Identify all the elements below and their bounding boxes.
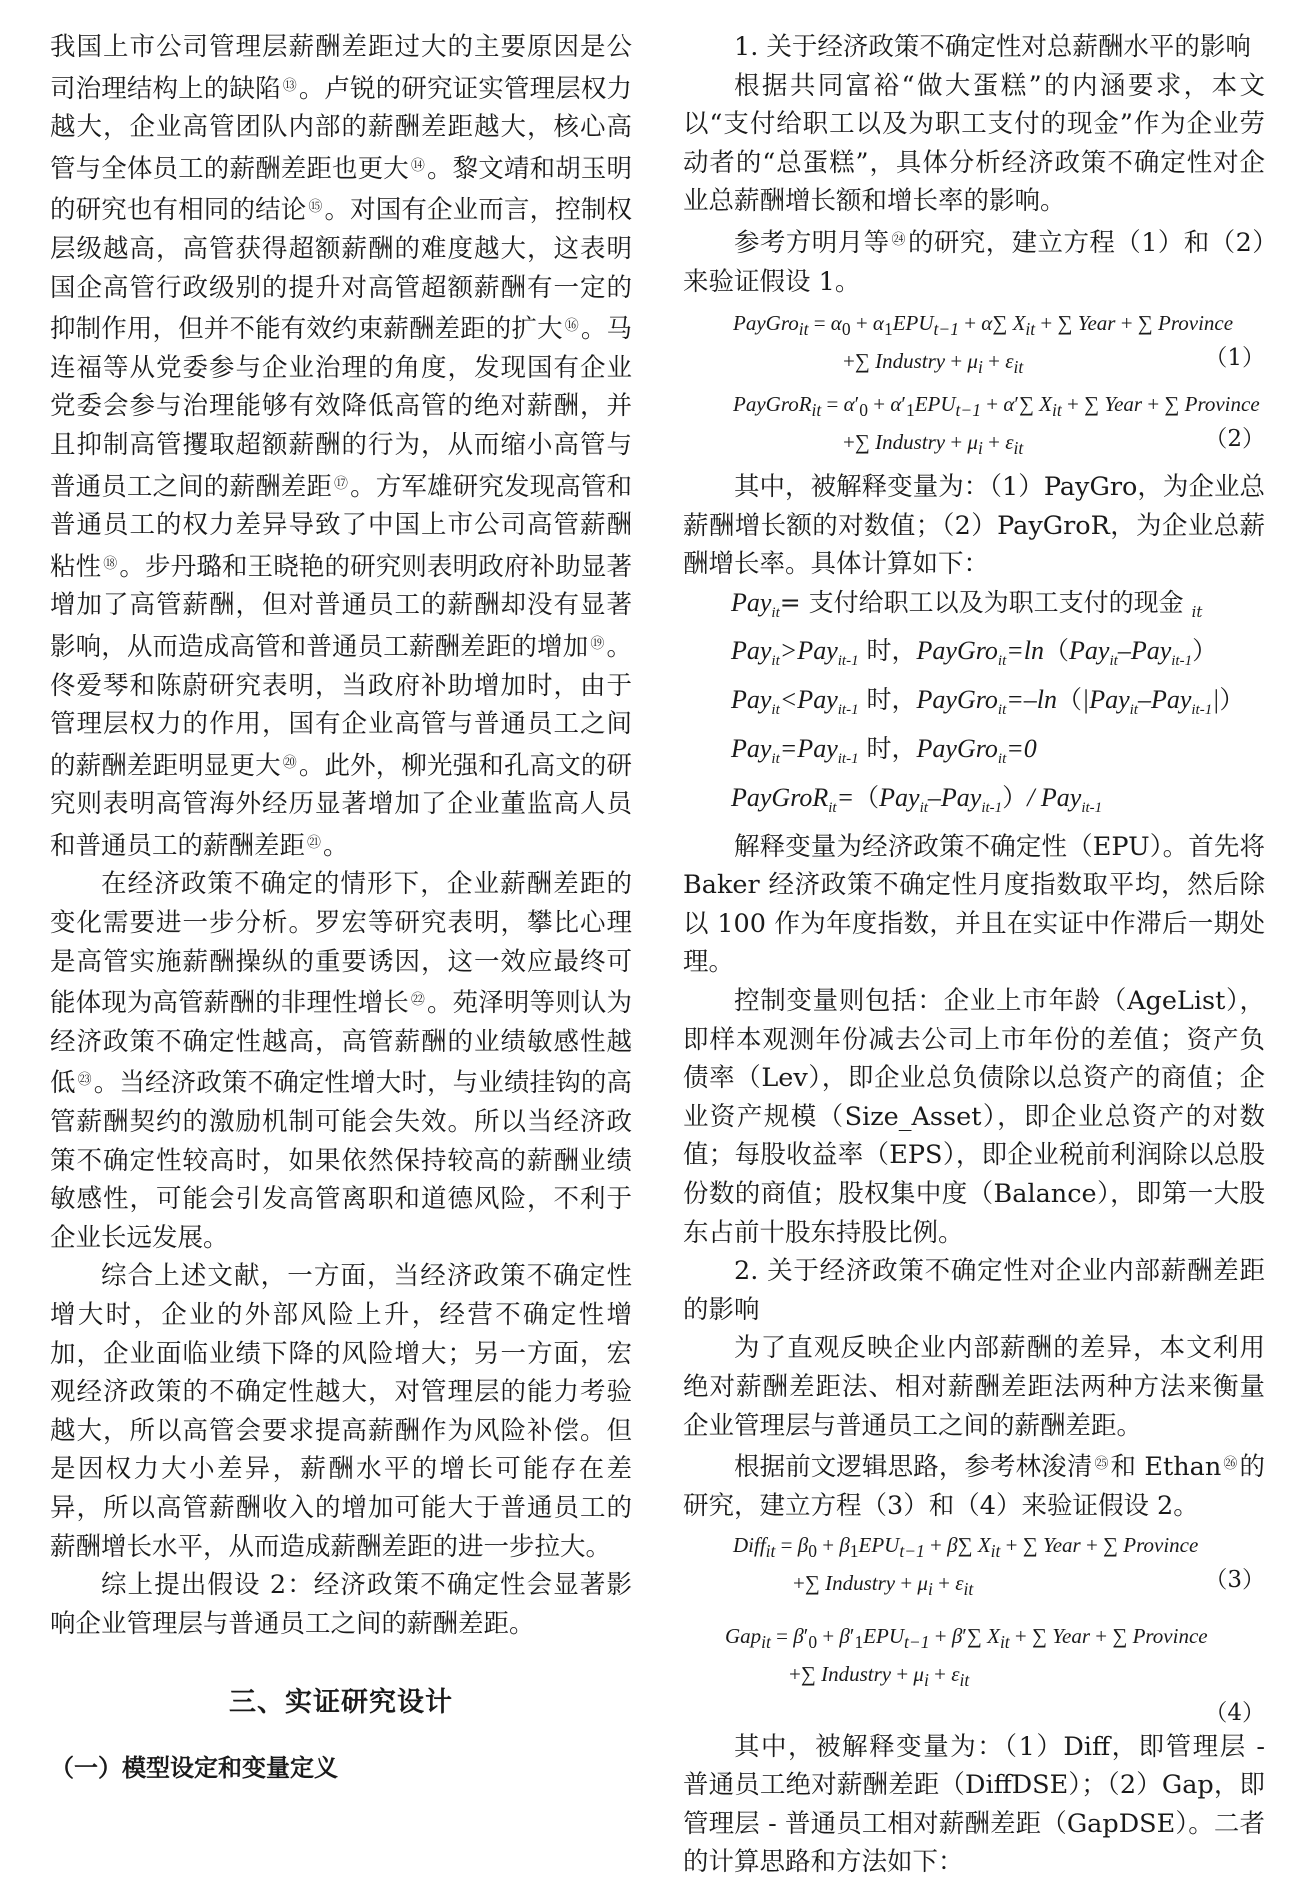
text-run: 。 <box>323 830 349 861</box>
calc-line-3: Pay$_{it}$<Pay$_{it-1}$ 时，PayGro$_{it}$=–ln（|Pay$_{it}$–Pay$_{it-1}$|） <box>731 685 1245 719</box>
heading-2: 2. 关于经济政策不确定性对企业内部薪酬差距的影响 <box>683 1256 1265 1325</box>
subsection-title: （一）模型设定和变量定义 <box>50 1754 338 1783</box>
text-run: 。对国有企业而言，控制权层级越高，高管获得超额薪酬的难度越大，这表明国企高管行政级别的提升对高管超额薪酬有一定的抑制作用，但并不能有效约束薪酬差距的扩大 <box>50 195 632 345</box>
right-column <box>683 28 1265 1882</box>
citation-marker: ⑳ <box>282 754 297 771</box>
text-run: 在经济政策不确定的情形下，企业薪酬差距的变化需要进一步分析。罗宏等研究表明，攀比心理是高管实施薪酬操纵的重要诱因，这一效应最终可能体现为高管薪酬的非理性增长 <box>50 869 632 1019</box>
calc-line-1: Pay$_{it}$= 支付给职工以及为职工支付的现金 $_{it}$ <box>731 587 1203 621</box>
text-run: 。黎文靖和胡玉明的研究也有相同的结论 <box>50 153 632 226</box>
text-run: 。卢锐的研究证实管理层权力越大，企业高管团队内部的薪酬差距越大，核心高管与全体员工的薪酬差距也更大 <box>50 73 632 184</box>
left-column <box>50 28 632 1787</box>
citation-marker: ⑭ <box>410 157 426 174</box>
equation-3: Diff$_{it}$ = $\beta_0 + \beta_1EPU_{t-1} + \beta\sum$ $X_{it}$ + ∑ Year + ∑ Province +∑ Industry + $\mu_i + \varepsilon_{it}$ （3） <box>733 1533 1265 1600</box>
text-run: 。当经济政策不确定性增大时，与业绩挂钩的高管薪酬契约的激励机制可能会失效。所以当经济政策不确定性较高时，如果依然保持较高的薪酬业绩敏感性，可能会引发高管离职和道德风险，不利于企业长远发展。 <box>50 1068 632 1253</box>
equation-4-lhs: Gap <box>725 1623 762 1648</box>
citation-marker: ⑬ <box>282 77 297 94</box>
equation-2-number: （2） <box>1204 425 1265 452</box>
citation-marker: ㉑ <box>307 834 322 851</box>
citation-marker: ⑮ <box>308 199 323 216</box>
text-run: 的研究，建立方程（3）和（4）来验证假设 2。 <box>683 1452 1266 1521</box>
right-paragraph-2 <box>683 221 1265 301</box>
right-paragraph-3: 其中，被解释变量为：（1）PayGro，为企业总薪酬增长额的对数值；（2）PayGroR，为企业总薪酬增长率。具体计算如下： <box>683 471 1265 580</box>
right-paragraph-5: 控制变量则包括：企业上市年龄（AgeList），即样本观测年份减去公司上市年份的差值；资产负债率（Lev），即企业总负债除以总资产的商值；企业资产规模（Size_Asset），即企业总资产的对数值；每股收益率（EPS），即企业税前利润除以总股份数的商值；股权集中度（Balance），即第一大股东占前十股东持股比例。 <box>683 985 1265 1248</box>
text-run: 根据前文逻辑思路，参考林浚清 <box>734 1452 1093 1483</box>
citation-marker: ㉕ <box>1094 1456 1109 1473</box>
text-run: 我国上市公司管理层薪酬差距过大的主要原因是公司治理结构上的缺陷 <box>50 32 632 104</box>
text-run: 。马连福等从党委参与企业治理的角度，发现国有企业党委会参与治理能够有效降低高管的绝对薪酬，并且抑制高管攫取超额薪酬的行为，从而缩小高管与普通员工之间的薪酬差距 <box>50 314 632 502</box>
calculation-block <box>683 584 1265 828</box>
text-run: 。佟爱琴和陈蔚研究表明，当政府补助增加时，由于管理层权力的作用，国有企业高管与普通员工之间的薪酬差距明显更大 <box>50 631 632 781</box>
calc-line-4: Pay$_{it}$=Pay$_{it-1}$ 时，PayGro$_{it}$=0 <box>731 734 1037 768</box>
text-run: 。方军雄研究发现高管和普通员工的权力差异导致了中国上市公司高管薪酬粘性 <box>50 471 632 582</box>
right-paragraph-4: 解释变量为经济政策不确定性（EPU）。首先将 Baker 经济政策不确定性月度指数取平均，然后除以 100 作为年度指数，并且在实证中作滞后一期处理。 <box>683 831 1265 978</box>
citation-marker: ⑲ <box>590 635 605 652</box>
section-title: 三、实证研究设计 <box>229 1687 453 1719</box>
equation-1-lhs: PayGro <box>733 311 799 336</box>
paragraph-2 <box>50 865 632 1257</box>
right-paragraph-7 <box>683 1445 1265 1525</box>
equation-2-lhs: PayGroR <box>733 391 812 416</box>
citation-marker: ㉔ <box>891 231 906 248</box>
equation-1-number: （1） <box>1204 345 1265 372</box>
equation-4: $Gap_{it} = \beta'_0 + \beta'_1EPU_{t-1} + \beta'\sum$ $X_{it}$ + ∑ Year + ∑ Province +∑ Industry + $\mu_i + \varepsilon_{it}$ （4） <box>725 1623 1265 1726</box>
citation-marker: ㉒ <box>410 992 426 1009</box>
text-run: 的研究，建立方程（1）和（2）来验证假设 1。 <box>683 227 1265 297</box>
calc-line-2: Pay$_{it}$>Pay$_{it-1}$ 时，PayGro$_{it}$=ln（Pay$_{it}$–Pay$_{it-1}$） <box>731 636 1218 670</box>
citation-marker: ㉓ <box>77 1072 92 1089</box>
right-paragraph-1: 根据共同富裕“做大蛋糕”的内涵要求，本文以“支付给职工以及为职工支付的现金”作为企业劳动者的“总蛋糕”，具体分析经济政策不确定性对企业总薪酬增长额和增长率的影响。 <box>683 70 1265 217</box>
paragraph-3: 综合上述文献，一方面，当经济政策不确定性增大时，企业的外部风险上升，经营不确定性增加，企业面临业绩下降的风险增大；另一方面，宏观经济政策的不确定性越大，对管理层的能力考验越大，所以高管会要求提高薪酬作为风险补偿。但是因权力大小差异，薪酬水平的增长可能存在差异，所以高管薪酬收入的增加可能大于普通员工的薪酬增长水平，从而造成薪酬差距的进一步拉大。 <box>50 1261 632 1562</box>
equation-3-lhs: Diff <box>733 1533 766 1558</box>
calc-line-5: PayGroR$_{it}$=（Pay$_{it}$–Pay$_{it-1}$）/ Pay$_{it-1}$ <box>731 782 1103 816</box>
text-run: 。步丹璐和王晓艳的研究则表明政府补助显著增加了高管薪酬，但对普通员工的薪酬却没有显著影响，从而造成高管和普通员工薪酬差距的增加 <box>50 551 632 662</box>
hypothesis-2: 综上提出假设 2：经济政策不确定性会显著影响企业管理层与普通员工之间的薪酬差距。 <box>50 1570 632 1639</box>
text-run: 和 Ethan <box>1110 1452 1222 1483</box>
text-run: 参考方明月等 <box>734 227 890 258</box>
text-run: 。此外，柳光强和孔高文的研究则表明高管海外经历显著增加了企业董监高人员和普通员工的薪酬差距 <box>50 750 632 861</box>
equation-2: PayGroR$_{it}$ = $\alpha'_0 + \alpha'_1EPU_{t-1} + \alpha'\sum$ $X_{it}$ + ∑ Year + ∑ Province +∑ Industry + $\mu_i + \varepsilon_{it}$ （2） <box>733 391 1265 458</box>
equation-4-number: （4） <box>1204 1699 1265 1726</box>
paragraph-1 <box>50 28 632 865</box>
citation-marker: ⑯ <box>564 318 579 335</box>
citation-marker: ㉖ <box>1223 1456 1238 1473</box>
citation-marker: ⑱ <box>103 555 118 572</box>
right-paragraph-8: 其中，被解释变量为：（1）Diff，即管理层 - 普通员工绝对薪酬差距（DiffDSE）；（2）Gap，即管理层 - 普通员工相对薪酬差距（GapDSE）。二者的计算思路和方法如下： <box>683 1731 1265 1878</box>
text-run: 。苑泽明等则认为经济政策不确定性越高，高管薪酬的业绩敏感性越低 <box>50 988 632 1099</box>
heading-1: 1. 关于经济政策不确定性对总薪酬水平的影响 <box>734 32 1251 62</box>
citation-marker: ⑰ <box>334 475 349 492</box>
right-paragraph-6: 为了直观反映企业内部薪酬的差异，本文利用绝对薪酬差距法、相对薪酬差距法两种方法来衡量企业管理层与普通员工之间的薪酬差距。 <box>683 1333 1265 1441</box>
equation-3-number: （3） <box>1204 1567 1265 1594</box>
equation-1: PayGro$_{it}$ = $\alpha_0 + \alpha_1EPU_{t-1} + \alpha\sum$ $X_{it}$ + ∑ Year + ∑ Province +∑ Industry + $\mu_i + \varepsilon_{it}$ （1） <box>733 311 1265 378</box>
